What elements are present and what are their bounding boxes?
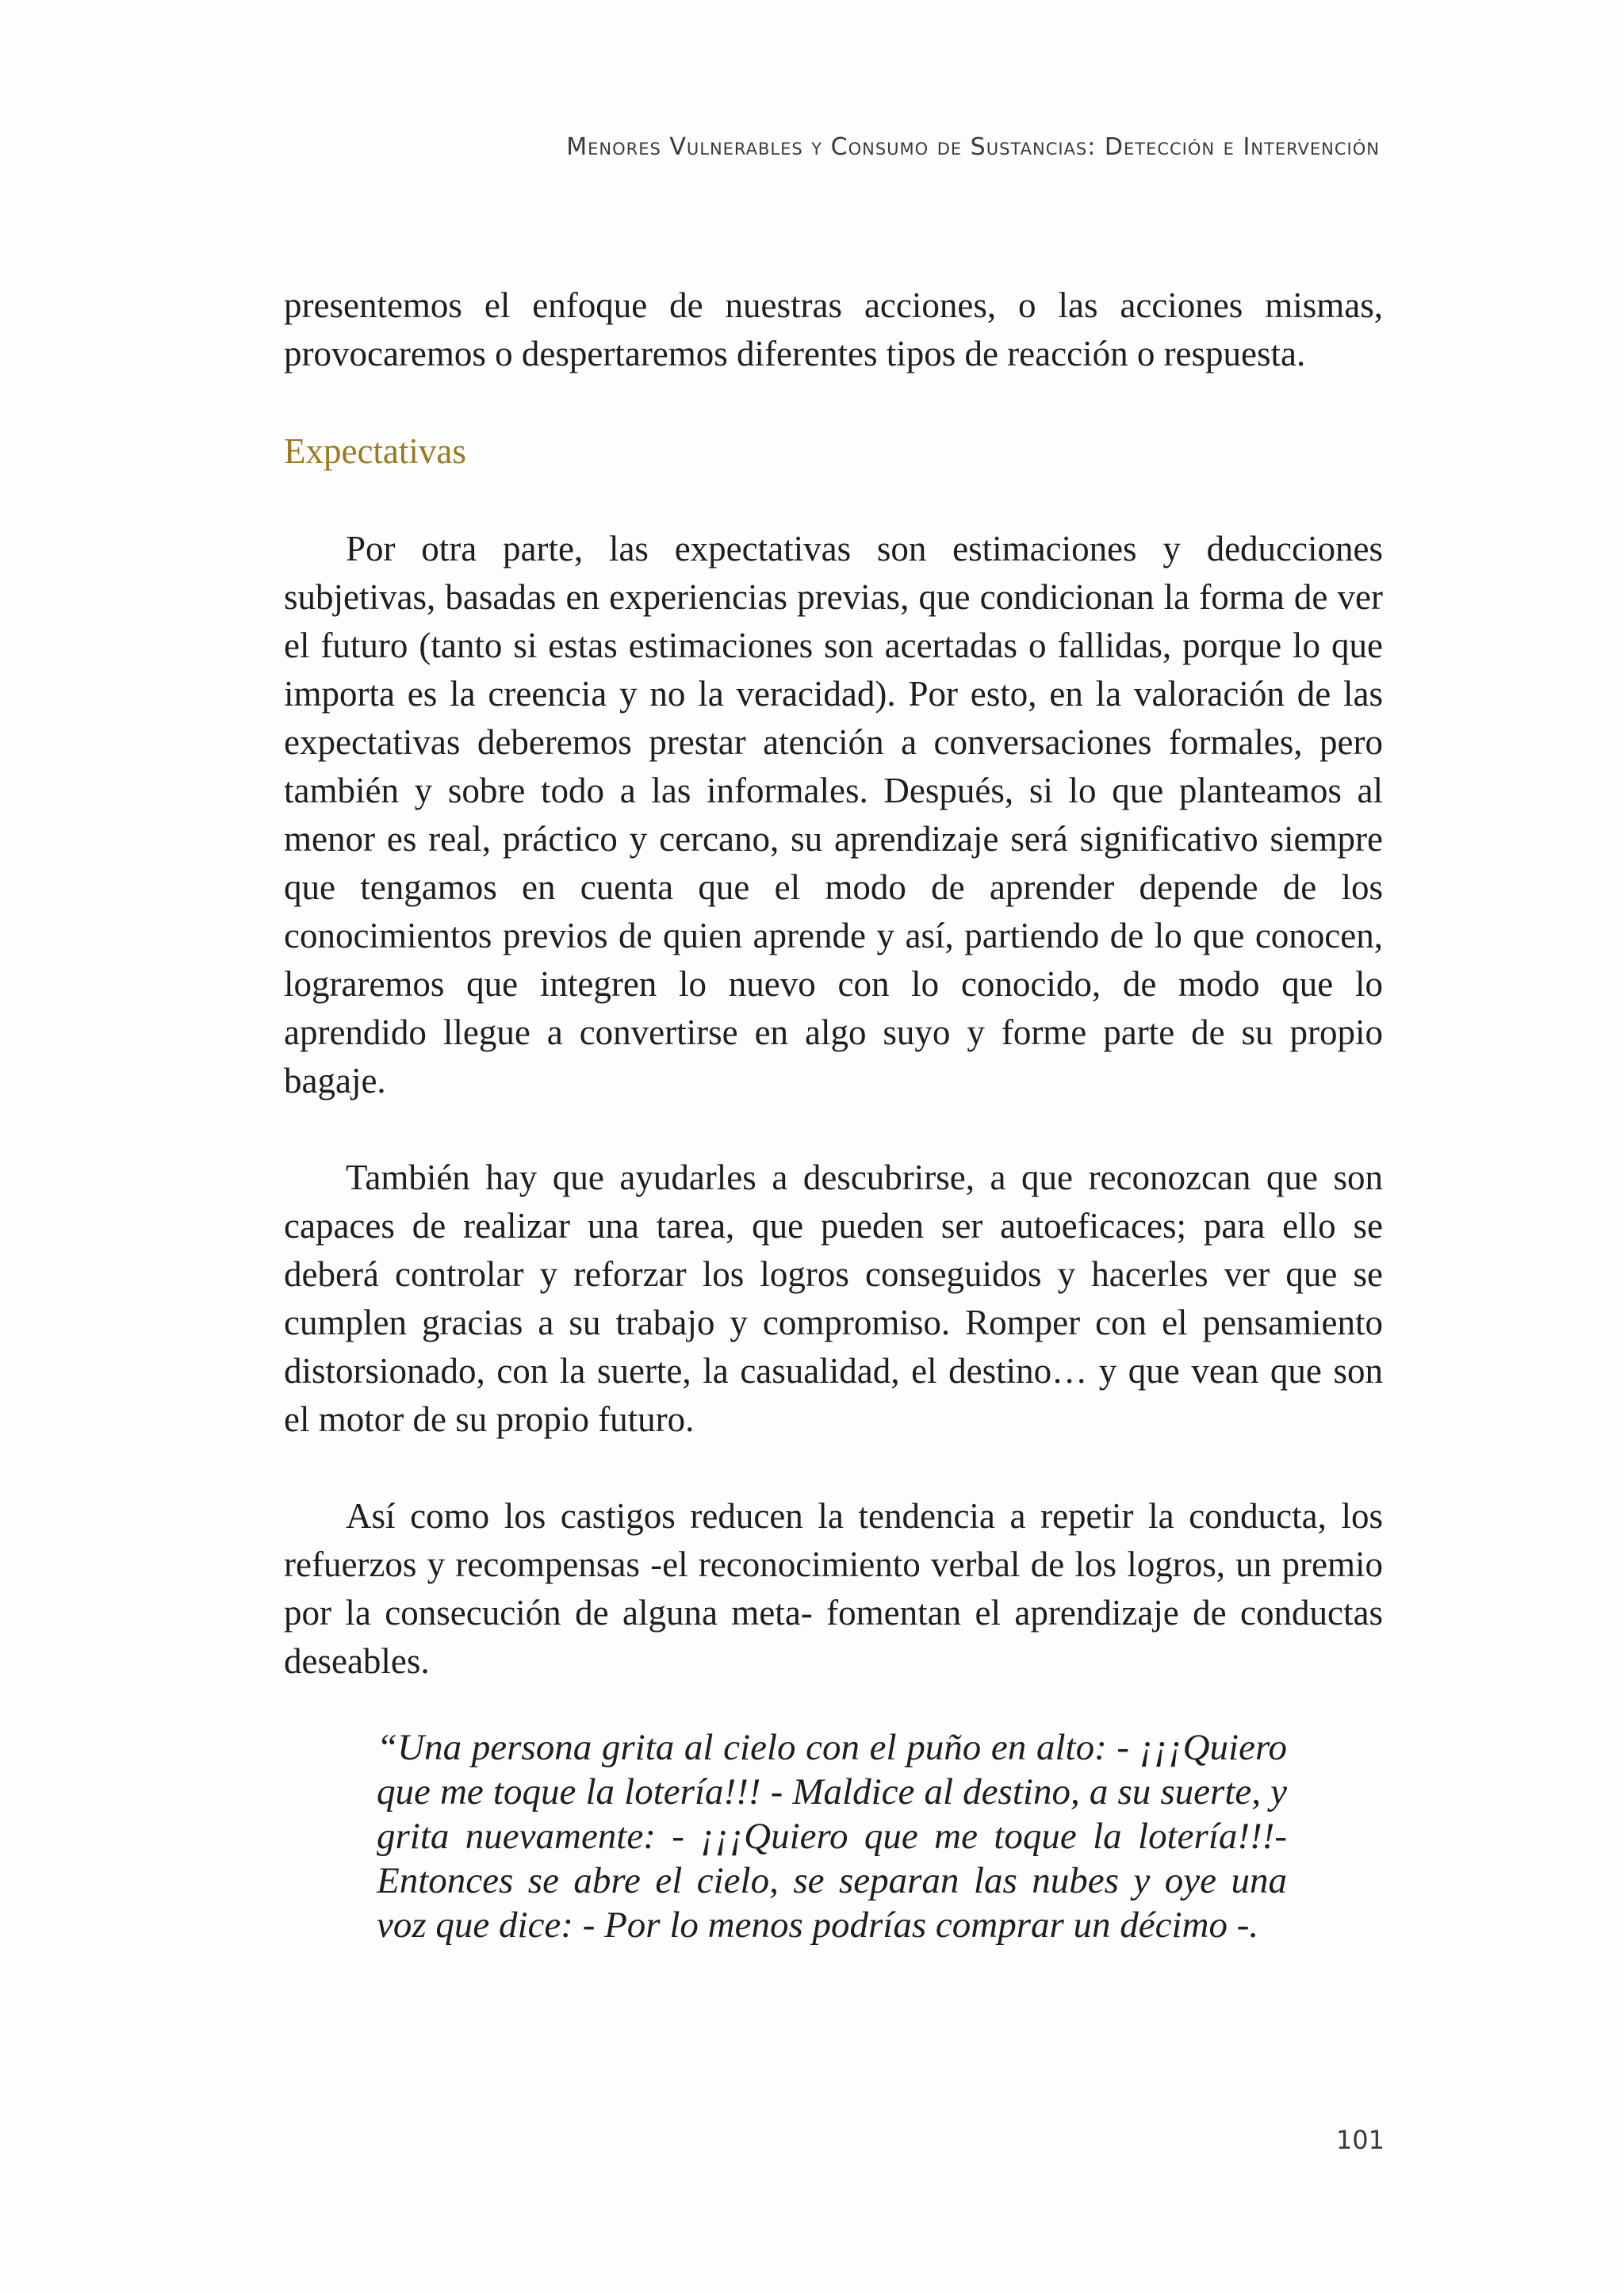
page-content xyxy=(284,281,1383,1947)
paragraph-expectativas: Por otra parte, las expectativas son estimaciones y deducciones subjetivas, basadas en experiencias previas, que condicionan la forma de ver el futuro (tanto si estas estimaciones son acertadas o fallidas, porque lo que importa es la creencia y no la veracidad). Por esto, en la valoración de las expectativas deberemos prestar atención a conversaciones formales, pero también y sobre todo a las informales. Después, si lo que planteamos al menor es real, práctico y cercano, su aprendizaje será significativo siempre que tengamos en cuenta que el modo de aprender depende de los conocimientos previos de quien aprende y así, partiendo de lo que conocen, lograremos que integren lo nuevo con lo conocido, de modo que lo aprendido llegue a convertirse en algo suyo y forme parte de su propio bagaje. xyxy=(284,529,1383,1101)
block-quote: “Una persona grita al cielo con el puño en alto: - ¡¡¡Quiero que me toque la lotería!!! - Maldice al destino, a su suerte, y grita nuevamente: - ¡¡¡Quiero que me toque la lotería!!!- Entonces se abre el cielo, se separan las nubes y oye una voz que dice: - Por lo menos podrías comprar un décimo -. xyxy=(377,1727,1287,1946)
paragraph-tambien: También hay que ayudarles a descubrirse, a que reconozcan que son capaces de realizar una tarea, que pueden ser autoeficaces; para ello se deberá controlar y reforzar los logros conseguidos y hacerles ver que se cumplen gracias a su trabajo y compromiso. Romper con el pensamiento distorsionado, con la suerte, la casualidad, el destino… y que vean que son el motor de su propio futuro. xyxy=(284,1158,1383,1439)
paragraph-castigos: Así como los castigos reducen la tendencia a repetir la conducta, los refuerzos y recompensas -el reconocimiento verbal de los logros, un premio por la consecución de alguna meta- fomentan el aprendizaje de conductas deseables. xyxy=(284,1496,1383,1681)
page-number: 101 xyxy=(1335,2125,1385,2155)
section-heading: Expectativas xyxy=(284,431,466,471)
running-header: Menores Vulnerables y Consumo de Sustancias: Detección e Intervención xyxy=(566,133,1380,161)
paragraph-intro: presentemos el enfoque de nuestras acciones, o las acciones mismas, provocaremos o despertaremos diferentes tipos de reacción o respuesta. xyxy=(284,285,1383,373)
